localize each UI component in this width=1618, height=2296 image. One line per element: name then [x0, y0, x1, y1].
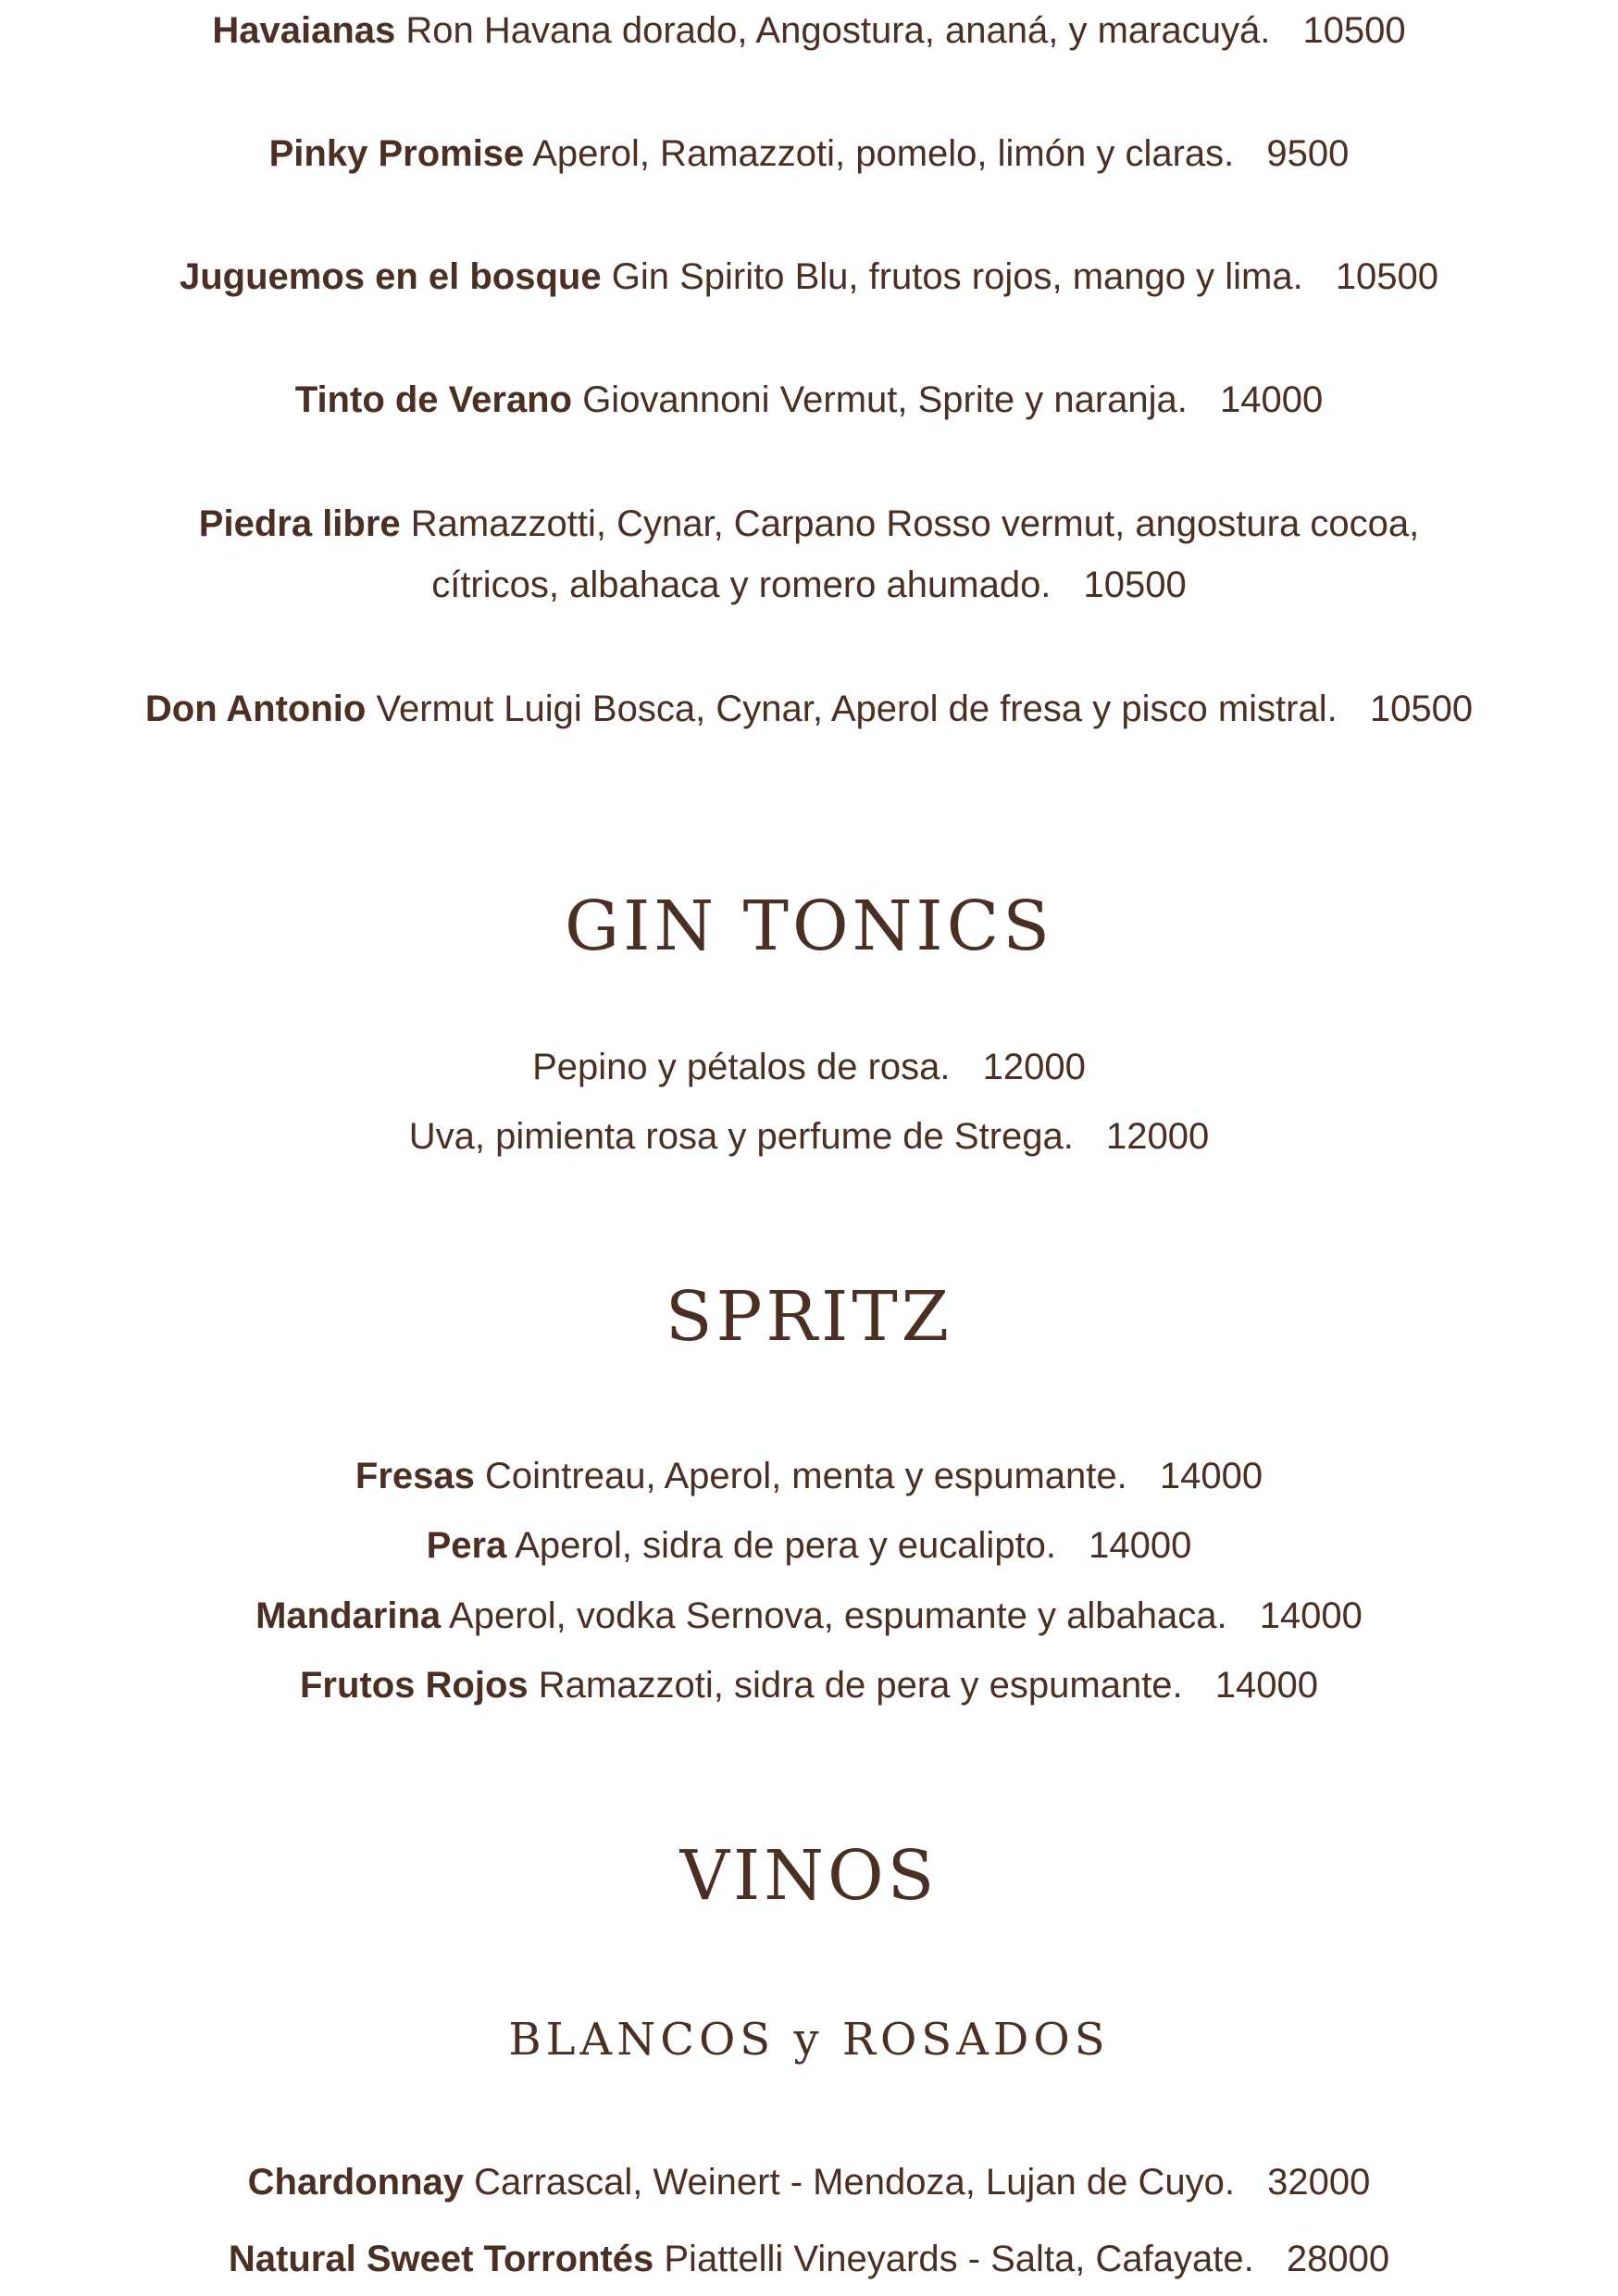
menu-item-piedra-libre-continued: [0, 554, 1618, 615]
menu-item-spritz-mandarina: [0, 1585, 1618, 1646]
item-name: Piedra libre: [198, 503, 401, 544]
item-name: Tinto de Verano: [294, 379, 573, 420]
item-description: Uva, pimienta rosa y perfume de Strega.: [408, 1116, 1074, 1157]
item-price: 14000: [1220, 379, 1324, 420]
section-title-spritz: SPRITZ: [665, 1277, 953, 1357]
menu-item-chardonnay: [0, 2152, 1618, 2213]
item-name: Juguemos en el bosque: [179, 256, 602, 297]
item-description: Aperol, Ramazzoti, pomelo, limón y claras.: [532, 133, 1235, 174]
item-name: Havaianas: [212, 10, 396, 51]
item-name: Chardonnay: [247, 2162, 464, 2203]
item-description: Vermut Luigi Bosca, Cynar, Aperol de fresa y pisco mistral.: [376, 689, 1338, 729]
section-subtitle-blancos-rosados: BLANCOS y ROSADOS: [508, 2014, 1110, 2066]
item-price: 10500: [1302, 10, 1406, 51]
item-description: Pepino y pétalos de rosa.: [532, 1047, 951, 1087]
item-name: Pinky Promise: [268, 133, 525, 174]
menu-item-juguemos-en-el-bosque: [0, 246, 1618, 307]
menu-item-gin-tonic-pepino: [0, 1036, 1618, 1098]
item-price: 10500: [1083, 565, 1187, 605]
menu-item-spritz-pera: [0, 1515, 1618, 1576]
menu-item-spritz-frutos-rojos: [0, 1655, 1618, 1716]
item-price: 9500: [1266, 133, 1350, 174]
item-description-continued: cítricos, albahaca y romero ahumado.: [431, 565, 1052, 605]
section-title-vinos: VINOS: [679, 1836, 939, 1916]
section-title-gin-tonics: GIN TONICS: [565, 887, 1053, 966]
item-price: 10500: [1369, 689, 1474, 729]
item-description: Aperol, vodka Sernova, espumante y albahaca.: [449, 1595, 1227, 1636]
item-name: Don Antonio: [144, 689, 367, 729]
menu-item-natural-sweet-torrontes: [0, 2228, 1618, 2290]
item-description: Cointreau, Aperol, menta y espumante.: [485, 1456, 1127, 1496]
menu-item-spritz-fresas: [0, 1446, 1618, 1507]
item-price: 32000: [1267, 2162, 1371, 2203]
item-description: Ramazzoti, sidra de pera y espumante.: [538, 1665, 1183, 1706]
item-price: 12000: [1106, 1116, 1210, 1157]
item-name: Frutos Rojos: [299, 1665, 529, 1706]
item-price: 12000: [982, 1047, 1086, 1087]
item-price: 14000: [1159, 1456, 1263, 1496]
item-price: 14000: [1214, 1665, 1319, 1706]
item-name: Natural Sweet Torrontés: [228, 2239, 654, 2279]
item-description: Gin Spirito Blu, frutos rojos, mango y lima.: [611, 256, 1303, 297]
item-description: Ramazzotti, Cynar, Carpano Rosso vermut, angostura cocoa,: [410, 503, 1420, 544]
item-description: Aperol, sidra de pera y eucalipto.: [515, 1525, 1057, 1566]
item-price: 10500: [1335, 256, 1439, 297]
menu-item-don-antonio: [0, 678, 1618, 739]
item-name: Mandarina: [255, 1595, 442, 1636]
menu-item-gin-tonic-uva: [0, 1106, 1618, 1167]
item-price: 14000: [1259, 1595, 1363, 1636]
menu-item-piedra-libre: [0, 493, 1618, 554]
menu-item-havaianas: [0, 0, 1618, 61]
item-description: Piattelli Vineyards - Salta, Cafayate.: [664, 2239, 1254, 2279]
menu-item-tinto-de-verano: [0, 369, 1618, 430]
item-price: 28000: [1286, 2239, 1390, 2279]
item-name: Fresas: [355, 1456, 475, 1496]
item-description: Carrascal, Weinert - Mendoza, Lujan de Cuyo.: [474, 2162, 1235, 2203]
item-name: Pera: [426, 1525, 507, 1566]
item-description: Giovannoni Vermut, Sprite y naranja.: [582, 379, 1188, 420]
item-description: Ron Havana dorado, Angostura, ananá, y maracuyá.: [405, 10, 1271, 51]
menu-item-pinky-promise: [0, 123, 1618, 184]
item-price: 14000: [1089, 1525, 1192, 1566]
